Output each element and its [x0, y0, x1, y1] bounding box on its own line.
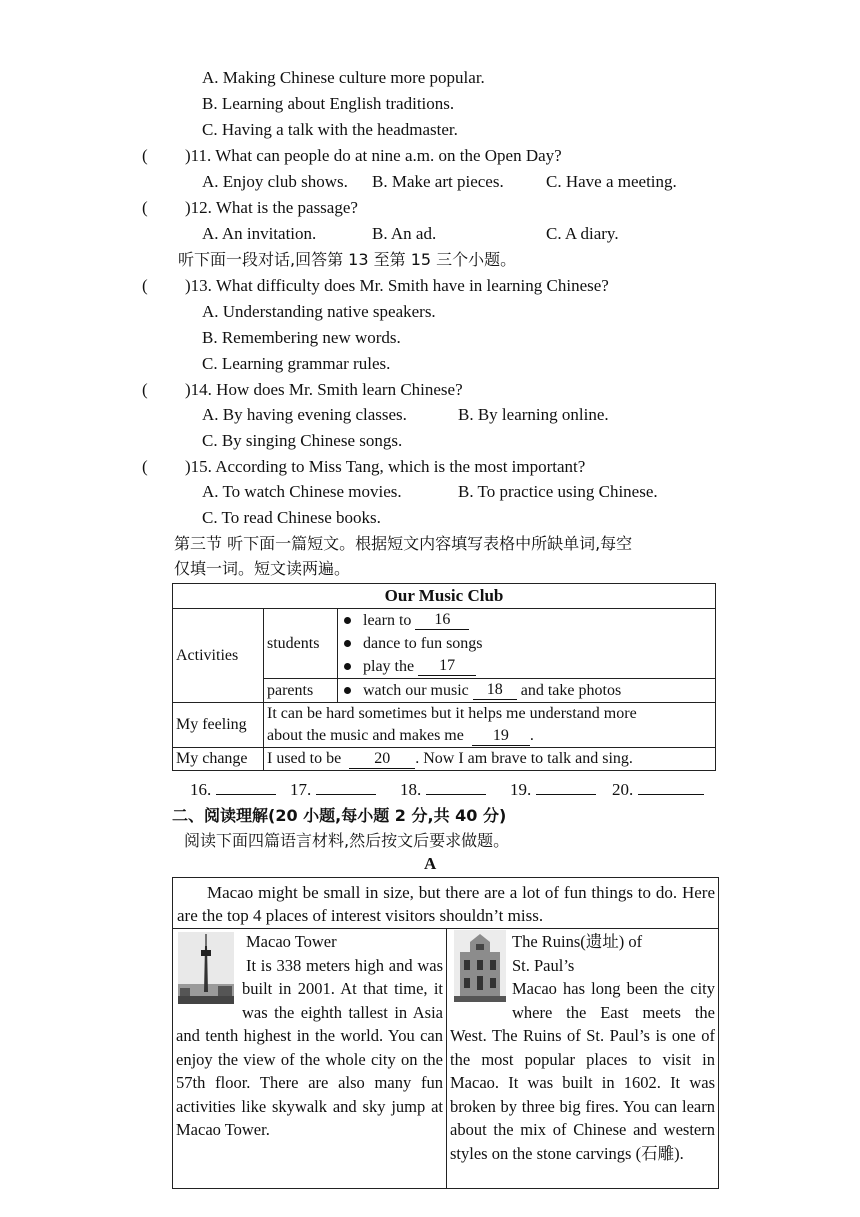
q15-option-b: B. To practice using Chinese. [458, 482, 658, 501]
q13-option-a: A. Understanding native speakers. [202, 302, 436, 321]
q12-option-c: C. A diary. [546, 224, 619, 243]
macao-tower-body: It is 338 meters high and was built in 2001. At that time, it was the eighth tallest in Asia and tenth highest in the world. You can enjoy the view of the whole city on the 57th floor. There are also many fun activities like skywalk and sky jump at Macao Tower. [176, 955, 443, 1139]
feeling-line2 [267, 725, 712, 747]
blank-18[interactable]: 18 [473, 681, 517, 700]
activity-text: dance to fun songs [363, 634, 483, 652]
macao-tower-section [176, 930, 443, 1142]
instruction-13-15: 听下面一段对话,回答第 13 至第 15 三个小题。 [178, 250, 517, 269]
bullet-icon [344, 663, 351, 670]
list-item [338, 679, 715, 702]
q12-stem: )12. What is the passage? [185, 198, 358, 217]
q10-option-c: C. Having a talk with the headmaster. [202, 120, 458, 139]
q14-option-a: A. By having evening classes. [202, 405, 407, 424]
answer-16[interactable]: 16. [190, 779, 276, 801]
macao-tower-photo [178, 932, 234, 1004]
students-activities [338, 609, 716, 679]
q15-option-a: A. To watch Chinese movies. [202, 482, 402, 501]
q14-option-c: C. By singing Chinese songs. [202, 431, 403, 450]
bullet-icon [344, 640, 351, 647]
q12-option-a: A. An invitation. [202, 224, 317, 243]
ruins-st-pauls-section [450, 930, 715, 1165]
activity-text: watch our music [363, 681, 469, 699]
part2-heading: 二、阅读理解(20 小题,每小题 2 分,共 40 分) [172, 806, 507, 825]
q11-option-a: A. Enjoy club shows. [202, 172, 348, 191]
change-text-pre: I used to be [267, 750, 342, 767]
answer-paren[interactable]: ( [142, 276, 148, 295]
list-item [338, 609, 715, 632]
list-item [338, 632, 715, 655]
list-item [338, 655, 715, 678]
change-text-post: . Now I am brave to talk and sing. [415, 750, 633, 767]
feeling-line2-text: about the music and makes me [267, 727, 464, 744]
feeling-line1: It can be hard sometimes but it helps me understand more [267, 705, 637, 722]
parents-label: parents [264, 679, 338, 703]
part2-instruction: 阅读下面四篇语言材料,然后按文后要求做题。 [184, 831, 510, 850]
students-label: students [264, 609, 338, 679]
blank-19[interactable]: 19 [472, 727, 530, 746]
ruins-body: Macao has long been the city where the East meets the West. The Ruins of St. Paul’s is one of the most popular places to visit in Macao. It was built in 1602. It was broken by three big fires. You can learn about the mix of Chinese and western styles on the stone carvings (石雕). [450, 979, 715, 1163]
change-text [264, 748, 716, 771]
reading-passage-a [172, 877, 719, 1189]
activity-text: and take photos [520, 681, 622, 699]
answer-paren[interactable]: ( [142, 198, 148, 217]
blank-20[interactable]: 20 [349, 750, 415, 769]
ruins-title-line2: St. Paul’s [512, 955, 575, 975]
q10-option-b: B. Learning about English traditions. [202, 94, 455, 113]
answer-18[interactable]: 18. [400, 779, 486, 801]
q11-stem: )11. What can people do at nine a.m. on the Open Day? [185, 146, 562, 165]
q14-stem: )14. How does Mr. Smith learn Chinese? [185, 380, 463, 399]
passage-letter: A [424, 854, 437, 873]
answer-paren[interactable]: ( [142, 146, 148, 165]
period: . [529, 727, 534, 744]
table-title: Our Music Club [173, 584, 716, 609]
parents-activities [338, 679, 716, 703]
macao-tower-title: Macao Tower [246, 932, 337, 951]
q13-option-c: C. Learning grammar rules. [202, 354, 391, 373]
q14-option-b: B. By learning online. [458, 405, 609, 424]
q15-stem: )15. According to Miss Tang, which is the most important? [185, 457, 586, 476]
section3-instruction-line2: 仅填一词。短文读两遍。 [174, 559, 351, 578]
ruins-st-pauls-photo [452, 930, 504, 1002]
answer-paren[interactable]: ( [142, 380, 148, 399]
passage-intro: Macao might be small in size, but there are a lot of fun things to do. Here are the top 4 places of interest visitors shouldn’t miss. [177, 883, 715, 925]
answer-19[interactable]: 19. [510, 779, 596, 801]
answer-20[interactable]: 20. [612, 779, 704, 801]
answer-17[interactable]: 17. [290, 779, 376, 801]
bullet-icon [344, 617, 351, 624]
answer-paren[interactable]: ( [142, 457, 148, 476]
blank-16[interactable]: 16 [415, 611, 469, 630]
ruins-title-line1: The Ruins(遗址) of [512, 932, 643, 951]
divider [446, 928, 447, 1188]
music-club-table [172, 583, 716, 771]
q12-option-b: B. An ad. [372, 224, 437, 243]
q13-stem: )13. What difficulty does Mr. Smith have in learning Chinese? [185, 276, 609, 295]
q15-option-c: C. To read Chinese books. [202, 508, 381, 527]
q10-option-a: A. Making Chinese culture more popular. [202, 68, 485, 87]
activity-text: learn to [363, 611, 412, 629]
q11-option-b: B. Make art pieces. [372, 172, 504, 191]
q13-option-b: B. Remembering new words. [202, 328, 401, 347]
section3-instruction-line1: 第三节 听下面一篇短文。根据短文内容填写表格中所缺单词,每空 [174, 534, 633, 553]
bullet-icon [344, 687, 351, 694]
change-label: My change [173, 748, 264, 771]
feeling-text [264, 703, 716, 748]
activities-label: Activities [173, 609, 264, 703]
activity-text: play the [363, 657, 415, 675]
blank-17[interactable]: 17 [418, 657, 476, 676]
q11-option-c: C. Have a meeting. [546, 172, 677, 191]
feeling-label: My feeling [173, 703, 264, 748]
